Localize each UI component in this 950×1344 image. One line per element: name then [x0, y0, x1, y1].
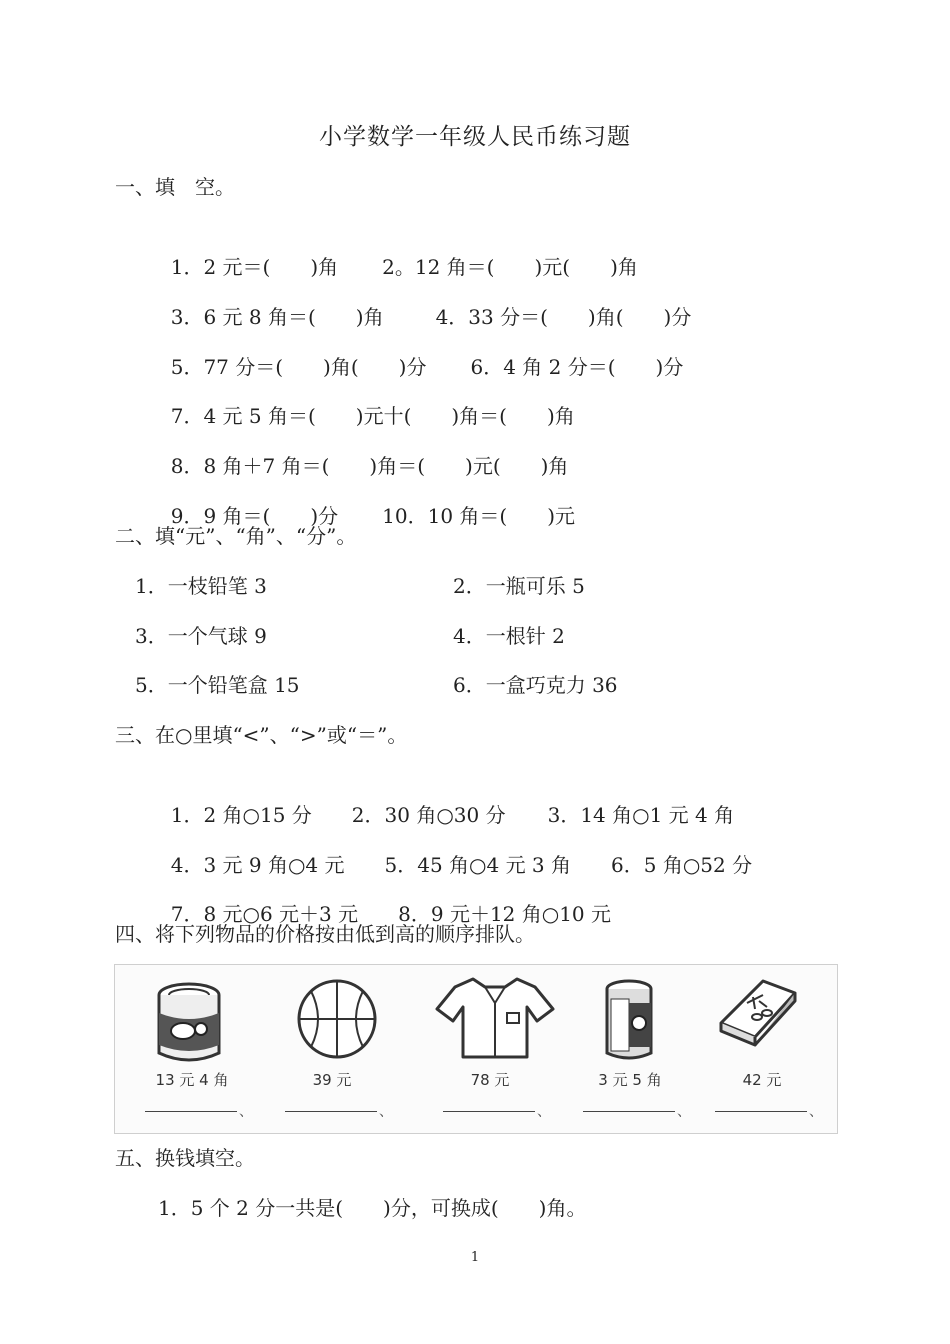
separator: 、	[677, 1104, 691, 1120]
question: 1．一枝铅笔 3	[135, 574, 267, 598]
question: 6．5 角○52 分	[611, 853, 753, 877]
product-price: 13 元 4 角	[155, 1071, 229, 1089]
question: 6．4 角 2 分＝( )分	[470, 355, 684, 379]
separator: 、	[239, 1104, 253, 1120]
question: 8．9 元＋12 角○10 元	[398, 902, 612, 926]
page-number: 1	[470, 1250, 480, 1265]
question: 7．4 元 5 角＝( )元十( )角＝( )角	[170, 404, 575, 428]
medicine-box-icon	[697, 973, 827, 1073]
question: 9．9 角＝( )分	[170, 504, 339, 528]
question: 1．2 角○15 分	[170, 803, 312, 827]
question: 2．一瓶可乐 5	[453, 574, 585, 598]
product-price: 3 元 5 角	[598, 1071, 662, 1089]
basketball-icon	[267, 973, 397, 1073]
food-can-icon	[127, 973, 257, 1073]
answer-blank[interactable]	[285, 1111, 377, 1112]
question: 1．5 个 2 分一共是( )分，可换成( )角。	[158, 1196, 587, 1220]
section1-heading: 一、填 空。	[115, 175, 235, 199]
product-price: 39 元	[312, 1071, 352, 1089]
separator: 、	[379, 1104, 393, 1120]
product-item	[127, 965, 257, 1133]
question: 7．8 元○6 元＋3 元	[170, 902, 359, 926]
question: 3．6 元 8 角＝( )角	[170, 305, 384, 329]
question: 3．14 角○1 元 4 角	[547, 803, 735, 827]
product-pictures	[114, 964, 838, 1134]
question: 5．45 角○4 元 3 角	[384, 853, 572, 877]
product-item	[565, 965, 695, 1133]
section2-heading: 二、填“元”、“角”、“分”。	[115, 524, 357, 548]
product-price: 42 元	[742, 1071, 782, 1089]
question: 5．一个铅笔盒 15	[135, 673, 300, 697]
question: 5．77 分＝( )角( )分	[170, 355, 427, 379]
section5-heading: 五、换钱填空。	[115, 1146, 255, 1170]
question: 10．10 角＝( )元	[382, 504, 576, 528]
question: 2。12 角＝( )元( )角	[382, 255, 638, 279]
section3-heading: 三、在○里填“<”、“>”或“＝”。	[115, 723, 408, 747]
page-title: 小学数学一年级人民币练习题	[319, 124, 631, 150]
answer-blank[interactable]	[443, 1111, 535, 1112]
question: 4．一根针 2	[453, 624, 565, 648]
product-item	[425, 965, 555, 1133]
shirt-icon	[425, 973, 555, 1073]
question: 3．一个气球 9	[135, 624, 267, 648]
product-item	[267, 965, 397, 1133]
product-price: 78 元	[470, 1071, 510, 1089]
question: 8．8 角＋7 角＝( )角＝( )元( )角	[170, 454, 569, 478]
question: 1．2 元＝( )角	[170, 255, 339, 279]
question: 2．30 角○30 分	[351, 803, 506, 827]
question: 4．3 元 9 角○4 元	[170, 853, 345, 877]
question: 6．一盒巧克力 36	[453, 673, 618, 697]
separator: 、	[809, 1104, 823, 1120]
tin-can-icon	[565, 973, 695, 1073]
answer-blank[interactable]	[145, 1111, 237, 1112]
section4-heading: 四、将下列物品的价格按由低到高的顺序排队。	[115, 922, 535, 946]
answer-blank[interactable]	[583, 1111, 675, 1112]
separator: 、	[537, 1104, 551, 1120]
question: 4．33 分＝( )角( )分	[435, 305, 692, 329]
product-item	[697, 965, 827, 1133]
answer-blank[interactable]	[715, 1111, 807, 1112]
